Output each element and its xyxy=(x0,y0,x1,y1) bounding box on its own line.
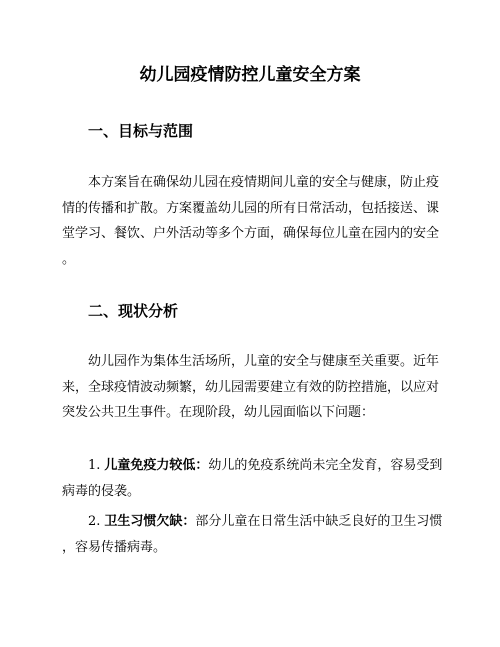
list-item-text: 病毒的侵袭。 xyxy=(62,483,141,499)
section-heading-goals-scope: 一、目标与范围 xyxy=(88,122,194,140)
list-item-text: ，容易传播病毒。 xyxy=(62,539,167,555)
document-title: 幼儿园疫情防控儿童安全方案 xyxy=(139,65,361,85)
list-item-first-line xyxy=(62,509,442,535)
list-item-first-line xyxy=(62,453,442,479)
paragraph-line: 本方案旨在确保幼儿园在疫情期间儿童的安全与健康，防止疫 xyxy=(88,175,440,190)
list-item-text: 幼儿的免疫系统尚未完全发育，容易受到 xyxy=(208,458,443,473)
paragraph-line: 突发公共卫生事件。在现阶段，幼儿园面临以下问题： xyxy=(62,405,375,420)
paragraph-line: 。 xyxy=(62,251,76,267)
paragraph-line: 堂学习、餐饮、户外活动等多个方面，确保每位儿童在园内的安全 xyxy=(62,226,440,241)
list-item-number: 1. xyxy=(88,458,101,473)
section-paragraph-status-analysis xyxy=(62,349,442,426)
section-heading-status-analysis: 二、现状分析 xyxy=(88,302,179,320)
list-item-number: 2. xyxy=(88,514,101,529)
paragraph-line: 情的传播和扩散。方案覆盖幼儿园的所有日常活动，包括接送、课 xyxy=(62,200,440,216)
list-item-text: 部分儿童在日常生活中缺乏良好的卫生习惯 xyxy=(195,514,443,529)
paragraph-line: 幼儿园作为集体生活场所，儿童的安全与健康至关重要。近年 xyxy=(88,354,440,369)
list-item-bold-label: 卫生习惯欠缺： xyxy=(104,514,196,529)
list-item xyxy=(62,453,442,504)
section-paragraph-goals-scope xyxy=(62,170,442,272)
list-item xyxy=(62,509,442,560)
list-item-bold-label: 儿童免疫力较低： xyxy=(104,458,209,473)
paragraph-line: 来，全球疫情波动频繁，幼儿园需要建立有效的防控措施，以应对 xyxy=(62,379,440,395)
